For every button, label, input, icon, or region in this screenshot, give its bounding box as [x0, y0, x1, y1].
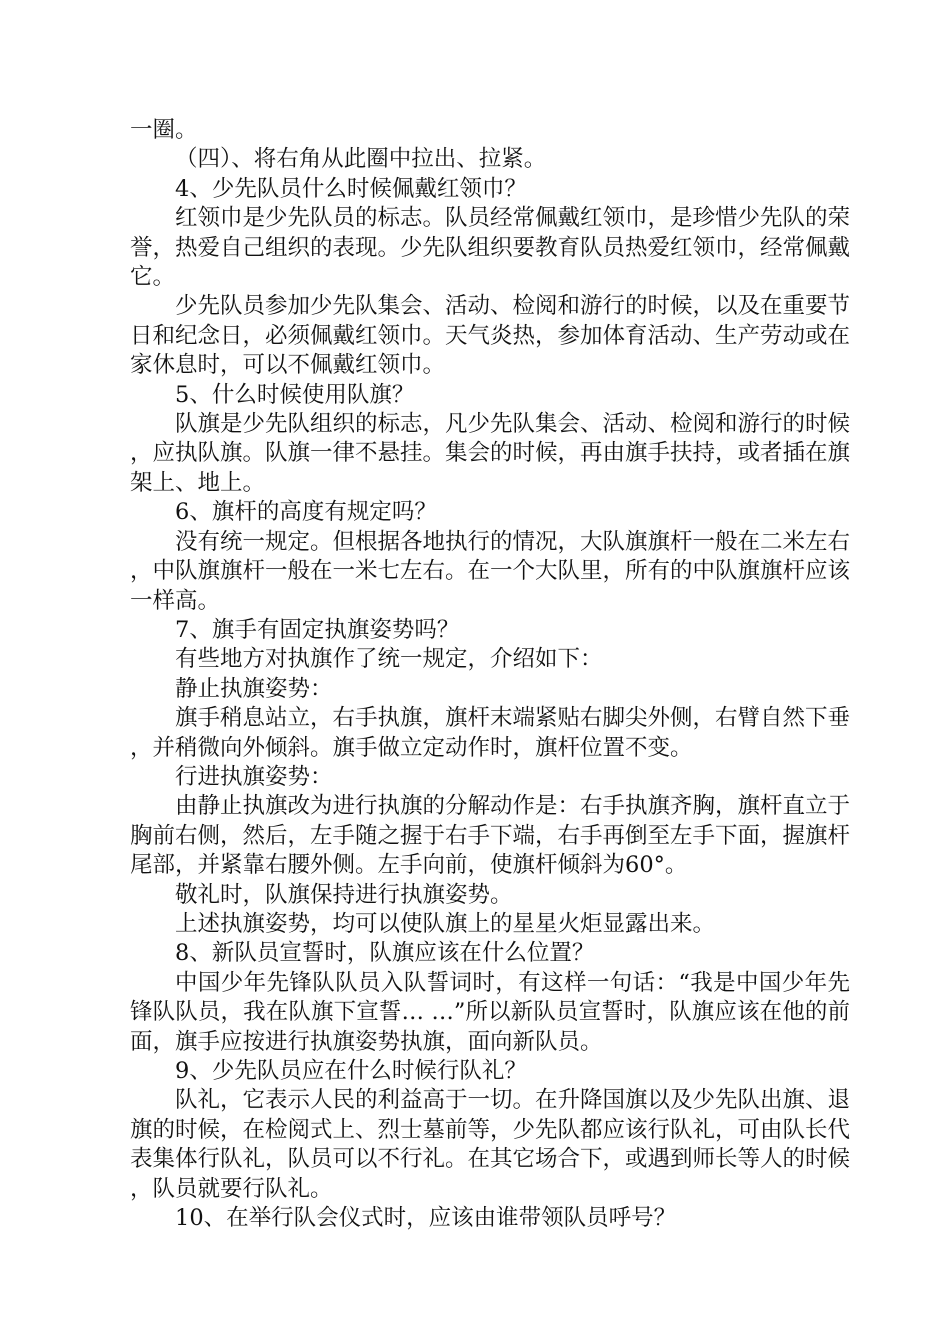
paragraph: 有些地方对执旗作了统一规定，介绍如下： [175, 646, 603, 673]
question-heading: 5、什么时候使用队旗？ [175, 381, 415, 408]
paragraph: 由静止执旗改为进行执旗的分解动作是：右手执旗齐胸，旗杆直立于胸前右侧，然后，左手随之握于右手下端，右手再倒至左手下面，握旗杆尾部，并紧靠右腰外侧。左手向前，使旗杆倾斜为60°。 [130, 793, 851, 879]
paragraph: 敬礼时，队旗保持进行执旗姿势。 [175, 881, 513, 908]
question-heading: 4、少先队员什么时候佩戴红领巾？ [175, 175, 527, 202]
paragraph: 队旗是少先队组织的标志，凡少先队集会、活动、检阅和游行的时候，应执队旗。队旗一律不悬挂。集会的时候，再由旗手扶持，或者插在旗架上、地上。 [130, 411, 851, 496]
paragraph: （四）、将右角从此圈中拉出、拉紧。 [175, 146, 547, 173]
paragraph: 一圈。 [130, 117, 198, 143]
question-heading: 6、旗杆的高度有规定吗？ [175, 499, 437, 526]
subheading: 静止执旗姿势： [175, 675, 333, 702]
paragraph: 没有统一规定。但根据各地执行的情况，大队旗旗杆一般在二米左右，中队旗旗杆一般在一米七左右。在一个大队里，所有的中队旗旗杆应该一样高。 [130, 528, 851, 614]
paragraph: 旗手稍息站立，右手执旗，旗杆末端紧贴右脚尖外侧，右臂自然下垂，并稍微向外倾斜。旗手做立定动作时，旗杆位置不变。 [130, 705, 851, 761]
paragraph: 红领巾是少先队员的标志。队员经常佩戴红领巾，是珍惜少先队的荣誉，热爱自己组织的表现。少先队组织要教育队员热爱红领巾，经常佩戴它。 [130, 205, 851, 291]
question-heading: 10、在举行队会仪式时，应该由谁带领队员呼号？ [175, 1205, 677, 1232]
document-body [130, 116, 850, 1233]
question-heading: 9、少先队员应在什么时候行队礼？ [175, 1058, 527, 1084]
paragraph: 少先队员参加少先队集会、活动、检阅和游行的时候，以及在重要节日和纪念日，必须佩戴红领巾。天气炎热，参加体育活动、生产劳动或在家休息时，可以不佩戴红领巾。 [130, 293, 851, 379]
paragraph: 队礼，它表示人民的利益高于一切。在升降国旗以及少先队出旗、退旗的时候，在检阅式上、烈士墓前等，少先队都应该行队礼，可由队长代表集体行队礼，队员可以不行礼。在其它场合下，或遇到师长等人的时候，队员就要行队礼。 [130, 1087, 851, 1202]
paragraph: 上述执旗姿势，均可以使队旗上的星星火炬显露出来。 [175, 910, 716, 937]
paragraph: 中国少年先锋队队员入队誓词时，有这样一句话：“我是中国少年先锋队队员，我在队旗下宣誓… …”所以新队员宣誓时，队旗应该在他的前面，旗手应按进行执旗姿势执旗，面向新队员。 [130, 969, 850, 1055]
question-heading: 7、旗手有固定执旗姿势吗？ [175, 616, 460, 643]
question-heading: 8、新队员宣誓时，队旗应该在什么位置？ [175, 940, 595, 967]
subheading: 行进执旗姿势： [175, 763, 333, 790]
